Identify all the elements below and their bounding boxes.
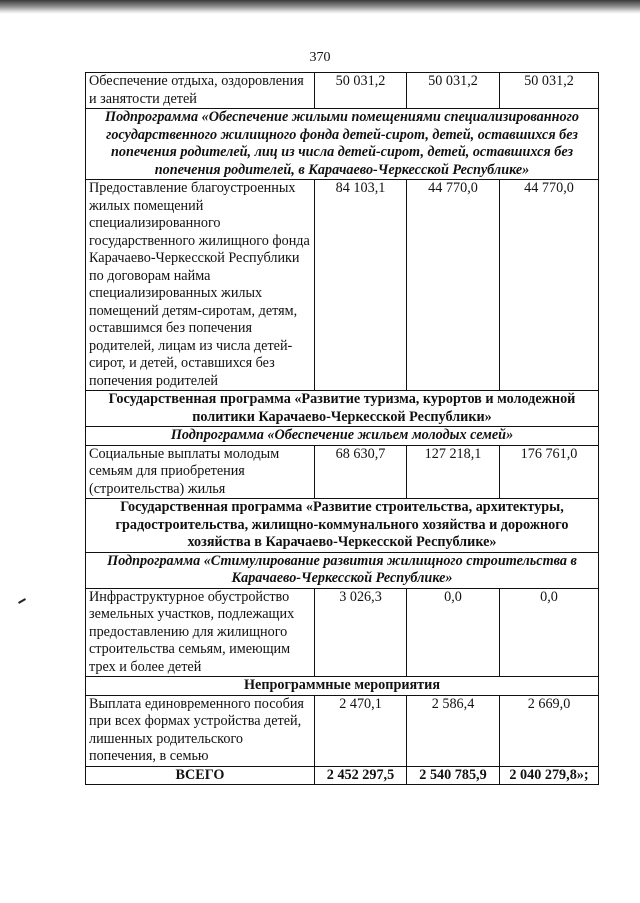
value-cell: 2 669,0 [500,695,599,766]
section-row [86,109,599,180]
section-row [86,427,599,446]
table-row [86,695,599,766]
value-cell: 176 761,0 [500,445,599,499]
budget-table [85,72,599,785]
value-cell: 2 470,1 [315,695,407,766]
section-row [86,552,599,588]
total-row [86,766,599,785]
value-cell: 2 586,4 [407,695,500,766]
row-label: Социальные выплаты молодым семьям для приобретения (строительства) жилья [86,445,315,499]
total-value: 2 452 297,5 [315,766,407,785]
value-cell: 44 770,0 [407,180,500,391]
total-value: 2 540 785,9 [407,766,500,785]
subprogram-heading: Подпрограмма «Обеспечение жильем молодых семей» [86,427,599,446]
total-value: 2 040 279,8»; [500,766,599,785]
row-label: Выплата единовременного пособия при всех формах устройства детей, лишенных родительского попечения, в семью [86,695,315,766]
program-heading: Государственная программа «Развитие строительства, архитектуры, градостроительства, жилищно-коммунального хозяйства и дорожного хозяйства в Карачаево-Черкесской Республике» [86,499,599,553]
subprogram-heading: Подпрограмма «Стимулирование развития жилищного строительства в Карачаево-Черкесской Республике» [86,552,599,588]
table-row [86,588,599,677]
pen-mark [18,598,26,604]
table-row [86,180,599,391]
scan-edge-shadow [0,0,640,14]
value-cell: 84 103,1 [315,180,407,391]
section-row [86,677,599,696]
total-label: ВСЕГО [86,766,315,785]
section-row [86,391,599,427]
value-cell: 0,0 [407,588,500,677]
row-label: Инфраструктурное обустройство земельных участков, подлежащих предоставлению для жилищного строительства семьям, имеющим трех и более детей [86,588,315,677]
value-cell: 0,0 [500,588,599,677]
value-cell: 50 031,2 [315,73,407,109]
value-cell: 68 630,7 [315,445,407,499]
section-heading: Непрограммные мероприятия [86,677,599,696]
table-row [86,445,599,499]
program-heading: Государственная программа «Развитие туризма, курортов и молодежной политики Карачаево-Черкесской Республики» [86,391,599,427]
row-label: Предоставление благоустроенных жилых помещений специализированного государственного жилищного фонда Карачаево-Черкесской Республики по договорам найма специализированных жилых помещений детям-сиротам, детям, оставшимся без попечения родителей, лицам из числа детей-сирот, и детей, оставшихся без попечения родителей [86,180,315,391]
table-row [86,73,599,109]
row-label: Обеспечение отдыха, оздоровления и занятости детей [86,73,315,109]
section-row [86,499,599,553]
subprogram-heading: Подпрограмма «Обеспечение жилыми помещениями специализированного государственного жилищного фонда детей-сирот, детей, оставшихся без попечения родителей, лиц из числа детей-сирот, детей, оставшихся без попечения родителей, в Карачаево-Черкесской Республике» [86,109,599,180]
value-cell: 3 026,3 [315,588,407,677]
value-cell: 44 770,0 [500,180,599,391]
page-number: 370 [309,50,331,65]
value-cell: 50 031,2 [407,73,500,109]
value-cell: 127 218,1 [407,445,500,499]
value-cell: 50 031,2 [500,73,599,109]
